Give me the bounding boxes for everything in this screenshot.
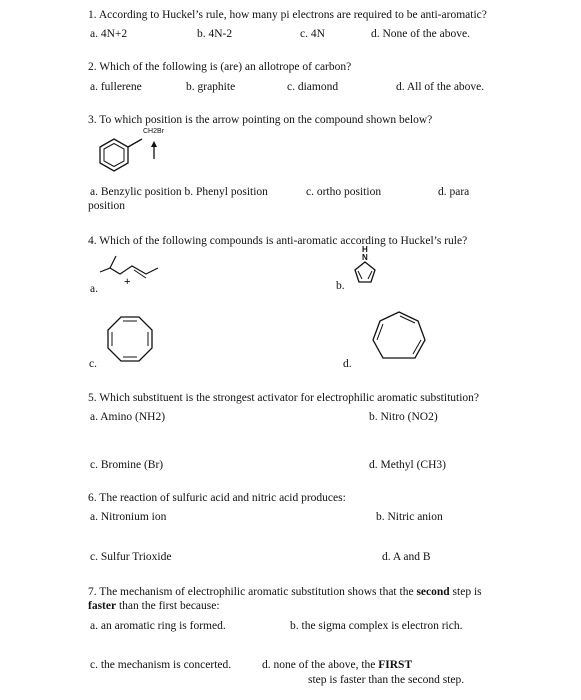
q2-option-c: c. diamond <box>287 81 339 93</box>
q3-option-c: c. ortho position <box>306 186 382 198</box>
q7-option-d-pre: d. none of the above, the <box>262 659 379 671</box>
q5-option-d: d. Methyl (CH3) <box>369 459 446 471</box>
q7-stem-pre: 7. The mechanism of electrophilic aromatic substitution shows that the <box>88 586 417 598</box>
question-5-stem: 5. Which substituent is the strongest activator for electrophilic aromatic substitution? <box>88 392 480 404</box>
pyrrole-n-label: N <box>362 253 368 262</box>
q1-option-d: d. None of the above. <box>371 28 470 40</box>
allyl-cation-structure <box>98 252 168 292</box>
q3-option-a-continued: position <box>88 200 126 212</box>
question-3-stem: 3. To which position is the arrow pointing on the compound shown below? <box>88 114 433 126</box>
q4-option-a: a. <box>90 283 98 295</box>
q2-option-b: b. graphite <box>186 81 236 93</box>
q1-option-b: b. 4N-2 <box>197 28 233 40</box>
q4-option-c: c. <box>89 358 97 370</box>
question-6-stem: 6. The reaction of sulfuric acid and nitric acid produces: <box>88 492 346 504</box>
q6-option-b: b. Nitric anion <box>376 511 443 523</box>
q3-option-a-b: a. Benzylic position b. Phenyl position <box>90 186 268 198</box>
q1-option-a: a. 4N+2 <box>90 28 128 40</box>
q2-option-d: d. All of the above. <box>396 81 485 93</box>
question-7-stem-line2 <box>88 599 220 613</box>
question-2-stem: 2. Which of the following is (are) an allotrope of carbon? <box>88 61 352 73</box>
question-1-stem: 1. According to Huckel’s rule, how many pi electrons are required to be anti-aromatic? <box>88 9 487 21</box>
q4-option-b: b. <box>336 280 345 292</box>
q7-option-d-line2: step is faster than the second step. <box>308 674 465 686</box>
q7-option-d-line1 <box>262 658 412 672</box>
q7-option-b: b. the sigma complex is electron rich. <box>290 620 463 632</box>
q5-option-a: a. Amino (NH2) <box>90 411 166 423</box>
q5-option-c: c. Bromine (Br) <box>90 459 164 471</box>
q4-option-d: d. <box>343 358 352 370</box>
question-7-stem-line1 <box>88 585 482 599</box>
q2-option-a: a. fullerene <box>90 81 142 93</box>
question-4-stem: 4. Which of the following compounds is anti-aromatic according to Huckel’s rule? <box>88 235 468 247</box>
ch2br-label: CH2Br <box>143 128 165 135</box>
q5-option-b: b. Nitro (NO2) <box>369 411 438 423</box>
q7-option-c: c. the mechanism is concerted. <box>90 659 232 671</box>
q7-stem-bold-faster: faster <box>88 600 117 612</box>
positive-charge-label: + <box>124 276 131 288</box>
q1-option-c: c. 4N <box>300 28 325 40</box>
q7-stem-line2: than the first because: <box>116 600 220 612</box>
cycloheptatriene-ring-structure <box>362 306 442 376</box>
q7-option-a: a. an aromatic ring is formed. <box>90 620 226 632</box>
cyclooctatetraene-structure <box>97 313 163 379</box>
q7-stem-bold-second: second <box>416 586 450 598</box>
q7-stem-post: step is <box>449 586 482 598</box>
q6-option-d: d. A and B <box>382 551 431 563</box>
q6-option-a: a. Nitronium ion <box>90 511 167 523</box>
q7-option-d-bold: FIRST <box>378 659 413 671</box>
q6-option-c: c. Sulfur Trioxide <box>90 551 172 563</box>
pyrrole-h-label: H <box>362 245 368 254</box>
q3-option-d: d. para <box>438 186 470 198</box>
